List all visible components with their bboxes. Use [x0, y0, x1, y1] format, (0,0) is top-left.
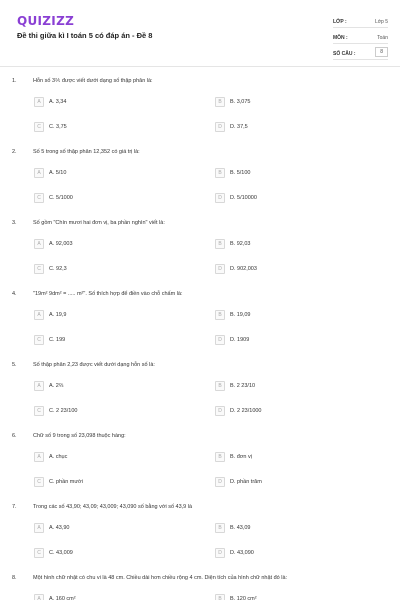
option-letter: A: [34, 168, 44, 178]
worksheet-header: [0, 0, 400, 66]
option-text: D. 43,090: [230, 550, 254, 556]
question-text: Số gồm "Chín mươi hai đơn vị, ba phần nghìn" viết là:: [33, 220, 165, 226]
option-letter: A: [34, 381, 44, 391]
option-text: A. 160 cm²: [49, 596, 76, 600]
option-letter: D: [215, 406, 225, 416]
option-letter: C: [34, 122, 44, 132]
option-text: C. phần mười: [49, 479, 83, 485]
question-number: 4.: [12, 291, 17, 297]
question-7: [0, 504, 400, 575]
option-letter: C: [34, 193, 44, 203]
question-number: 2.: [12, 149, 17, 155]
option-letter: A: [34, 310, 44, 320]
option-b[interactable]: [215, 522, 375, 534]
option-letter: B: [215, 594, 225, 600]
option-text: A. 5/10: [49, 170, 67, 176]
meta-subject-value: Toán: [377, 35, 388, 41]
option-d[interactable]: [215, 121, 375, 133]
option-d[interactable]: [215, 192, 375, 204]
option-text: B. đơn vị: [230, 454, 252, 460]
question-2: [0, 149, 400, 220]
option-text: B. 92,03: [230, 241, 251, 247]
option-letter: B: [215, 310, 225, 320]
option-text: C. 92,3: [49, 266, 67, 272]
option-text: D. phần trăm: [230, 479, 262, 485]
option-a[interactable]: [34, 167, 194, 179]
question-list: [0, 78, 400, 600]
question-number: 3.: [12, 220, 17, 226]
option-c[interactable]: [34, 405, 194, 417]
option-text: D. 37,5: [230, 124, 248, 130]
meta-class-value: Lớp 5: [374, 19, 388, 25]
question-number: 5.: [12, 362, 17, 368]
option-text: A. 3,34: [49, 99, 67, 105]
option-text: B. 19,09: [230, 312, 251, 318]
option-letter: B: [215, 97, 225, 107]
question-number: 6.: [12, 433, 17, 439]
option-text: B. 43,09: [230, 525, 251, 531]
question-text: Một hình chữ nhật có chu vi là 48 cm. Chiều dài hơn chiều rộng 4 cm. Diện tích của hình chữ nhật đó là:: [33, 575, 288, 581]
question-4: [0, 291, 400, 362]
question-number: 1.: [12, 78, 17, 84]
option-text: B. 3,075: [230, 99, 251, 105]
option-letter: D: [215, 122, 225, 132]
option-a[interactable]: [34, 96, 194, 108]
worksheet-meta: [333, 14, 388, 62]
option-text: D. 5/10000: [230, 195, 257, 201]
option-text: B. 2 23/10: [230, 383, 256, 389]
option-a[interactable]: [34, 309, 194, 321]
option-letter: A: [34, 523, 44, 533]
question-3: [0, 220, 400, 291]
question-5: [0, 362, 400, 433]
option-c[interactable]: [34, 334, 194, 346]
option-c[interactable]: [34, 476, 194, 488]
option-letter: A: [34, 452, 44, 462]
option-b[interactable]: [215, 451, 375, 463]
option-text: C. 2 23/100: [49, 408, 78, 414]
option-text: D. 1909: [230, 337, 250, 343]
option-c[interactable]: [34, 192, 194, 204]
option-text: C. 5/1000: [49, 195, 73, 201]
meta-count-value: 8: [375, 47, 388, 57]
option-letter: C: [34, 406, 44, 416]
option-text: C. 3,75: [49, 124, 67, 130]
option-b[interactable]: [215, 593, 375, 600]
question-1: [0, 78, 400, 149]
option-c[interactable]: [34, 263, 194, 275]
option-text: A. 92,003: [49, 241, 73, 247]
option-b[interactable]: [215, 167, 375, 179]
quizizz-logo: QUIZIZZ: [17, 14, 75, 28]
option-letter: C: [34, 335, 44, 345]
option-text: B. 5/100: [230, 170, 251, 176]
option-a[interactable]: [34, 238, 194, 250]
option-text: B. 120 cm²: [230, 596, 257, 600]
question-text: "19m² 9dm² = ..... m²". Số thích hợp để điền vào chỗ chấm là:: [33, 291, 183, 297]
option-letter: D: [215, 548, 225, 558]
option-letter: B: [215, 452, 225, 462]
option-d[interactable]: [215, 334, 375, 346]
option-b[interactable]: [215, 380, 375, 392]
header-divider: [0, 66, 400, 67]
option-text: A. 2⅔: [49, 383, 64, 389]
option-d[interactable]: [215, 405, 375, 417]
option-b[interactable]: [215, 238, 375, 250]
option-b[interactable]: [215, 309, 375, 321]
option-letter: B: [215, 168, 225, 178]
question-number: 7.: [12, 504, 17, 510]
worksheet-title: Đề thi giữa kì I toán 5 có đáp án - Đề 8: [17, 31, 153, 40]
option-a[interactable]: [34, 380, 194, 392]
meta-class-label: LỚP :: [333, 19, 347, 25]
question-text: Hỗn số 3⅖ được viết dưới dạng số thập phân là:: [33, 78, 153, 84]
meta-question-count: [333, 46, 388, 60]
question-number: 8.: [12, 575, 17, 581]
question-text: Số thập phân 2,23 được viết dưới dạng hỗn số là:: [33, 362, 155, 368]
option-d[interactable]: [215, 476, 375, 488]
option-letter: B: [215, 523, 225, 533]
option-letter: A: [34, 97, 44, 107]
option-text: A. chục: [49, 454, 68, 460]
option-letter: C: [34, 477, 44, 487]
option-b[interactable]: [215, 96, 375, 108]
question-8: [0, 575, 400, 600]
option-d[interactable]: [215, 547, 375, 559]
option-text: C. 199: [49, 337, 66, 343]
option-letter: C: [34, 264, 44, 274]
option-letter: A: [34, 594, 44, 600]
option-c[interactable]: [34, 121, 194, 133]
option-c[interactable]: [34, 547, 194, 559]
option-a[interactable]: [34, 451, 194, 463]
meta-count-label: SỐ CÂU :: [333, 51, 356, 57]
question-text: Số 5 trong số thập phân 12,352 có giá trị là:: [33, 149, 140, 155]
option-d[interactable]: [215, 263, 375, 275]
option-text: D. 2 23/1000: [230, 408, 262, 414]
option-text: A. 43,90: [49, 525, 70, 531]
meta-subject: [333, 30, 388, 44]
option-letter: D: [215, 264, 225, 274]
question-text: Chữ số 9 trong số 23,098 thuộc hàng:: [33, 433, 126, 439]
option-letter: D: [215, 193, 225, 203]
option-text: C. 43,009: [49, 550, 73, 556]
question-text: Trong các số 43,90; 43,09; 43,009; 43,090 số bằng với số 43,9 là: [33, 504, 193, 510]
option-a[interactable]: [34, 593, 194, 600]
meta-class: [333, 14, 388, 28]
option-letter: B: [215, 239, 225, 249]
option-text: A. 19,9: [49, 312, 67, 318]
option-text: D. 902,003: [230, 266, 257, 272]
option-letter: A: [34, 239, 44, 249]
option-a[interactable]: [34, 522, 194, 534]
meta-subject-label: MÔN :: [333, 35, 348, 41]
option-letter: C: [34, 548, 44, 558]
option-letter: D: [215, 335, 225, 345]
option-letter: D: [215, 477, 225, 487]
question-6: [0, 433, 400, 504]
option-letter: B: [215, 381, 225, 391]
